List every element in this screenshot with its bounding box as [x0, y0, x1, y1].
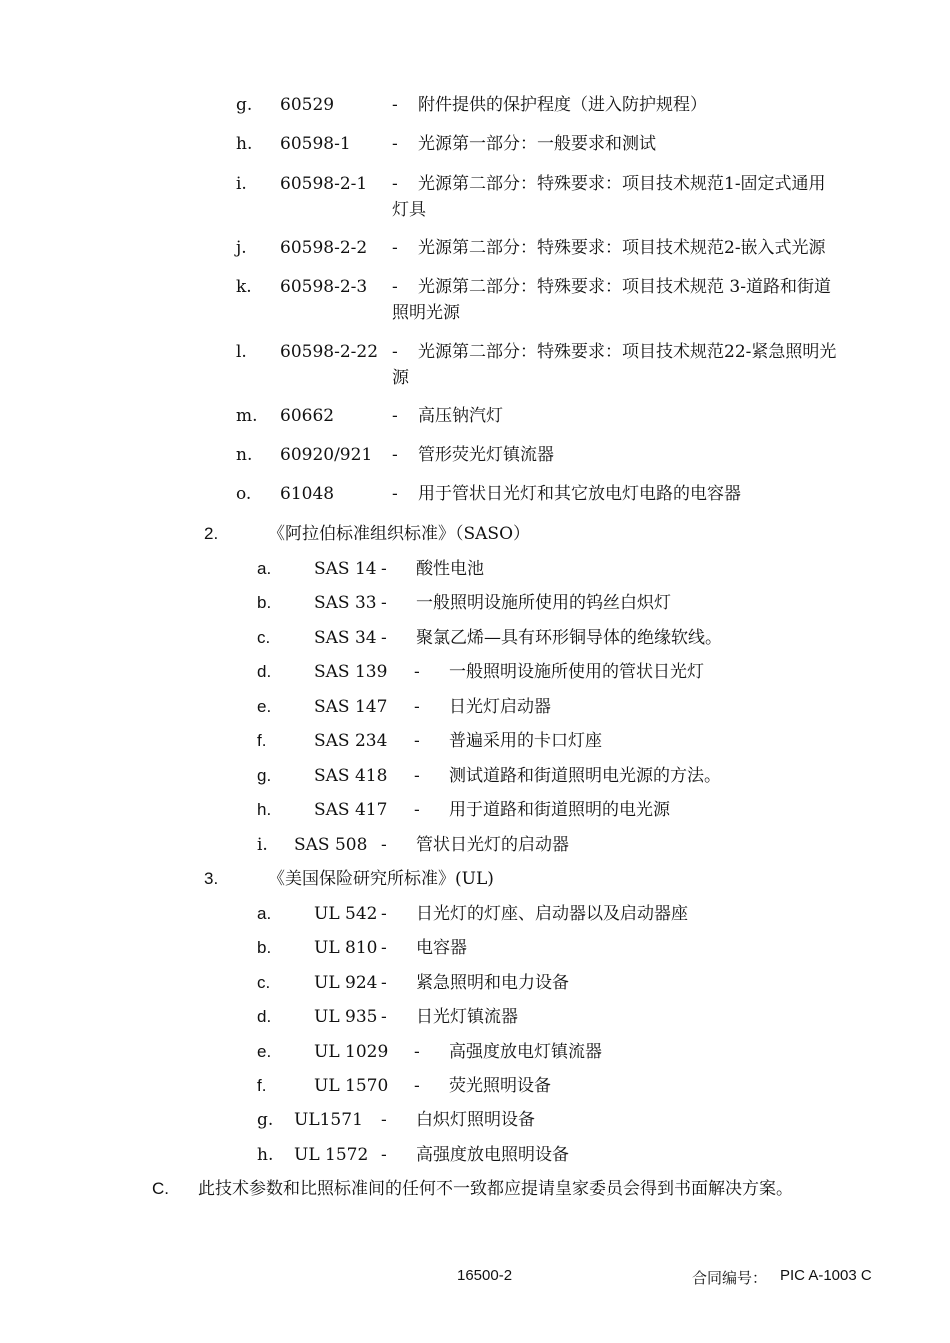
standard-code: UL 810	[314, 938, 378, 958]
standard-description: 日光灯镇流器	[416, 1007, 518, 1027]
standard-code: SAS 34	[314, 628, 377, 648]
item-letter: g.	[257, 1110, 274, 1130]
standard-code: SAS 417	[314, 800, 388, 820]
item-letter: l.	[236, 342, 247, 362]
standard-description: 光源第二部分：特殊要求：项目技术规范 3-道路和街道	[418, 277, 831, 297]
dash: -	[392, 406, 398, 426]
dash: -	[414, 766, 420, 786]
standard-description: 光源第二部分：特殊要求：项目技术规范1-固定式通用	[418, 174, 826, 194]
standard-code: UL 935	[314, 1007, 378, 1027]
standard-code: UL1571	[294, 1110, 363, 1130]
dash: -	[381, 1110, 387, 1130]
standard-description: 光源第二部分：特殊要求：项目技术规范2-嵌入式光源	[418, 238, 826, 258]
standard-description-continued: 照明光源	[392, 303, 460, 323]
standard-code: UL 1570	[314, 1076, 389, 1096]
standard-code: SAS 508	[294, 835, 368, 855]
dash: -	[392, 342, 398, 362]
section-title: 《阿拉伯标准组织标准》（SASO）	[268, 524, 531, 544]
standard-description: 普遍采用的卡口灯座	[449, 731, 602, 751]
dash: -	[414, 697, 420, 717]
item-letter: c.	[257, 973, 271, 992]
item-letter: d.	[257, 1007, 272, 1026]
item-letter: f.	[257, 1076, 267, 1095]
standard-description: 光源第二部分：特殊要求：项目技术规范22-紧急照明光	[418, 342, 837, 362]
standard-code: 60662	[280, 406, 335, 426]
dash: -	[381, 973, 387, 993]
standard-code: SAS 234	[314, 731, 388, 751]
dash: -	[414, 662, 420, 682]
standard-code: SAS 418	[314, 766, 388, 786]
standard-description: 酸性电池	[416, 559, 484, 579]
item-letter: i.	[236, 174, 247, 194]
item-letter: e.	[257, 697, 272, 716]
item-letter: f.	[257, 731, 267, 750]
item-letter: b.	[257, 938, 272, 957]
item-letter: h.	[257, 800, 272, 819]
standard-description: 管状日光灯的启动器	[416, 835, 569, 855]
standard-description: 高强度放电灯镇流器	[449, 1042, 602, 1062]
item-letter: i.	[257, 835, 268, 855]
dash: -	[381, 904, 387, 924]
standard-description-continued: 源	[392, 368, 409, 388]
item-letter: d.	[257, 662, 272, 681]
item-letter: m.	[236, 406, 258, 426]
standard-description: 测试道路和街道照明电光源的方法。	[449, 766, 721, 786]
standard-description: 高压钠汽灯	[418, 406, 503, 426]
dash: -	[392, 134, 398, 154]
standard-description: 聚氯乙烯—具有环形铜导体的绝缘软线。	[416, 628, 722, 648]
standard-description: 电容器	[416, 938, 467, 958]
dash: -	[392, 95, 398, 115]
standard-code: SAS 139	[314, 662, 388, 682]
item-letter: k.	[236, 277, 252, 297]
section-number: 3.	[204, 869, 219, 888]
standard-description: 光源第一部分：一般要求和测试	[418, 134, 656, 154]
dash: -	[381, 1145, 387, 1165]
standard-code: UL 1029	[314, 1042, 389, 1062]
dash: -	[381, 835, 387, 855]
standard-description: 用于管状日光灯和其它放电灯电路的电容器	[418, 484, 741, 504]
dash: -	[392, 277, 398, 297]
section-title: 《美国保险研究所标准》(UL)	[268, 869, 494, 889]
dash: -	[392, 445, 398, 465]
standard-code: SAS 147	[314, 697, 388, 717]
standard-code: UL 542	[314, 904, 378, 924]
dash: -	[414, 800, 420, 820]
item-letter: c.	[257, 628, 271, 647]
standard-code: UL 1572	[294, 1145, 369, 1165]
item-letter: o.	[236, 484, 252, 504]
dash: -	[381, 628, 387, 648]
standard-code: UL 924	[314, 973, 378, 993]
standard-description: 用于道路和街道照明的电光源	[449, 800, 670, 820]
standard-code: SAS 33	[314, 593, 377, 613]
item-letter: g.	[257, 766, 272, 785]
item-letter: n.	[236, 445, 253, 465]
section-text: 此技术参数和比照标准间的任何不一致都应提请皇家委员会得到书面解决方案。	[198, 1179, 793, 1199]
dash: -	[381, 1007, 387, 1027]
dash: -	[392, 238, 398, 258]
item-letter: a.	[257, 904, 272, 923]
item-letter: h.	[236, 134, 253, 154]
dash: -	[381, 593, 387, 613]
dash: -	[392, 484, 398, 504]
standard-description: 一般照明设施所使用的钨丝白炽灯	[416, 593, 671, 613]
standard-description: 日光灯启动器	[449, 697, 551, 717]
standard-code: 60920/921	[280, 445, 373, 465]
standard-description: 附件提供的保护程度（进入防护规程）	[418, 95, 707, 115]
standard-code: 60598-2-1	[280, 174, 368, 194]
standard-code: 60529	[280, 95, 335, 115]
contract-label: 合同编号：	[692, 1269, 768, 1287]
item-letter: g.	[236, 95, 253, 115]
dash: -	[414, 731, 420, 751]
standard-description: 紧急照明和电力设备	[416, 973, 569, 993]
standard-description-continued: 灯具	[392, 200, 426, 220]
dash: -	[414, 1076, 420, 1096]
dash: -	[392, 174, 398, 194]
contract-number: PIC A-1003 C	[780, 1267, 872, 1284]
dash: -	[414, 1042, 420, 1062]
item-letter: e.	[257, 1042, 272, 1061]
standard-code: 60598-2-2	[280, 238, 368, 258]
dash: -	[381, 938, 387, 958]
dash: -	[381, 559, 387, 579]
item-letter: b.	[257, 593, 272, 612]
standard-description: 日光灯的灯座、启动器以及启动器座	[416, 904, 688, 924]
section-letter: C.	[152, 1179, 169, 1198]
page-number: 16500-2	[457, 1267, 513, 1284]
item-letter: a.	[257, 559, 272, 578]
standard-description: 管形荧光灯镇流器	[418, 445, 554, 465]
item-letter: j.	[236, 238, 247, 258]
standard-code: SAS 14	[314, 559, 377, 579]
section-number: 2.	[204, 524, 219, 543]
standard-description: 白炽灯照明设备	[416, 1110, 535, 1130]
standard-description: 高强度放电照明设备	[416, 1145, 569, 1165]
standard-code: 60598-2-22	[280, 342, 379, 362]
standard-code: 61048	[280, 484, 335, 504]
standard-description: 一般照明设施所使用的管状日光灯	[449, 662, 704, 682]
standard-code: 60598-2-3	[280, 277, 368, 297]
item-letter: h.	[257, 1145, 274, 1165]
standard-description: 荧光照明设备	[449, 1076, 551, 1096]
standard-code: 60598-1	[280, 134, 351, 154]
